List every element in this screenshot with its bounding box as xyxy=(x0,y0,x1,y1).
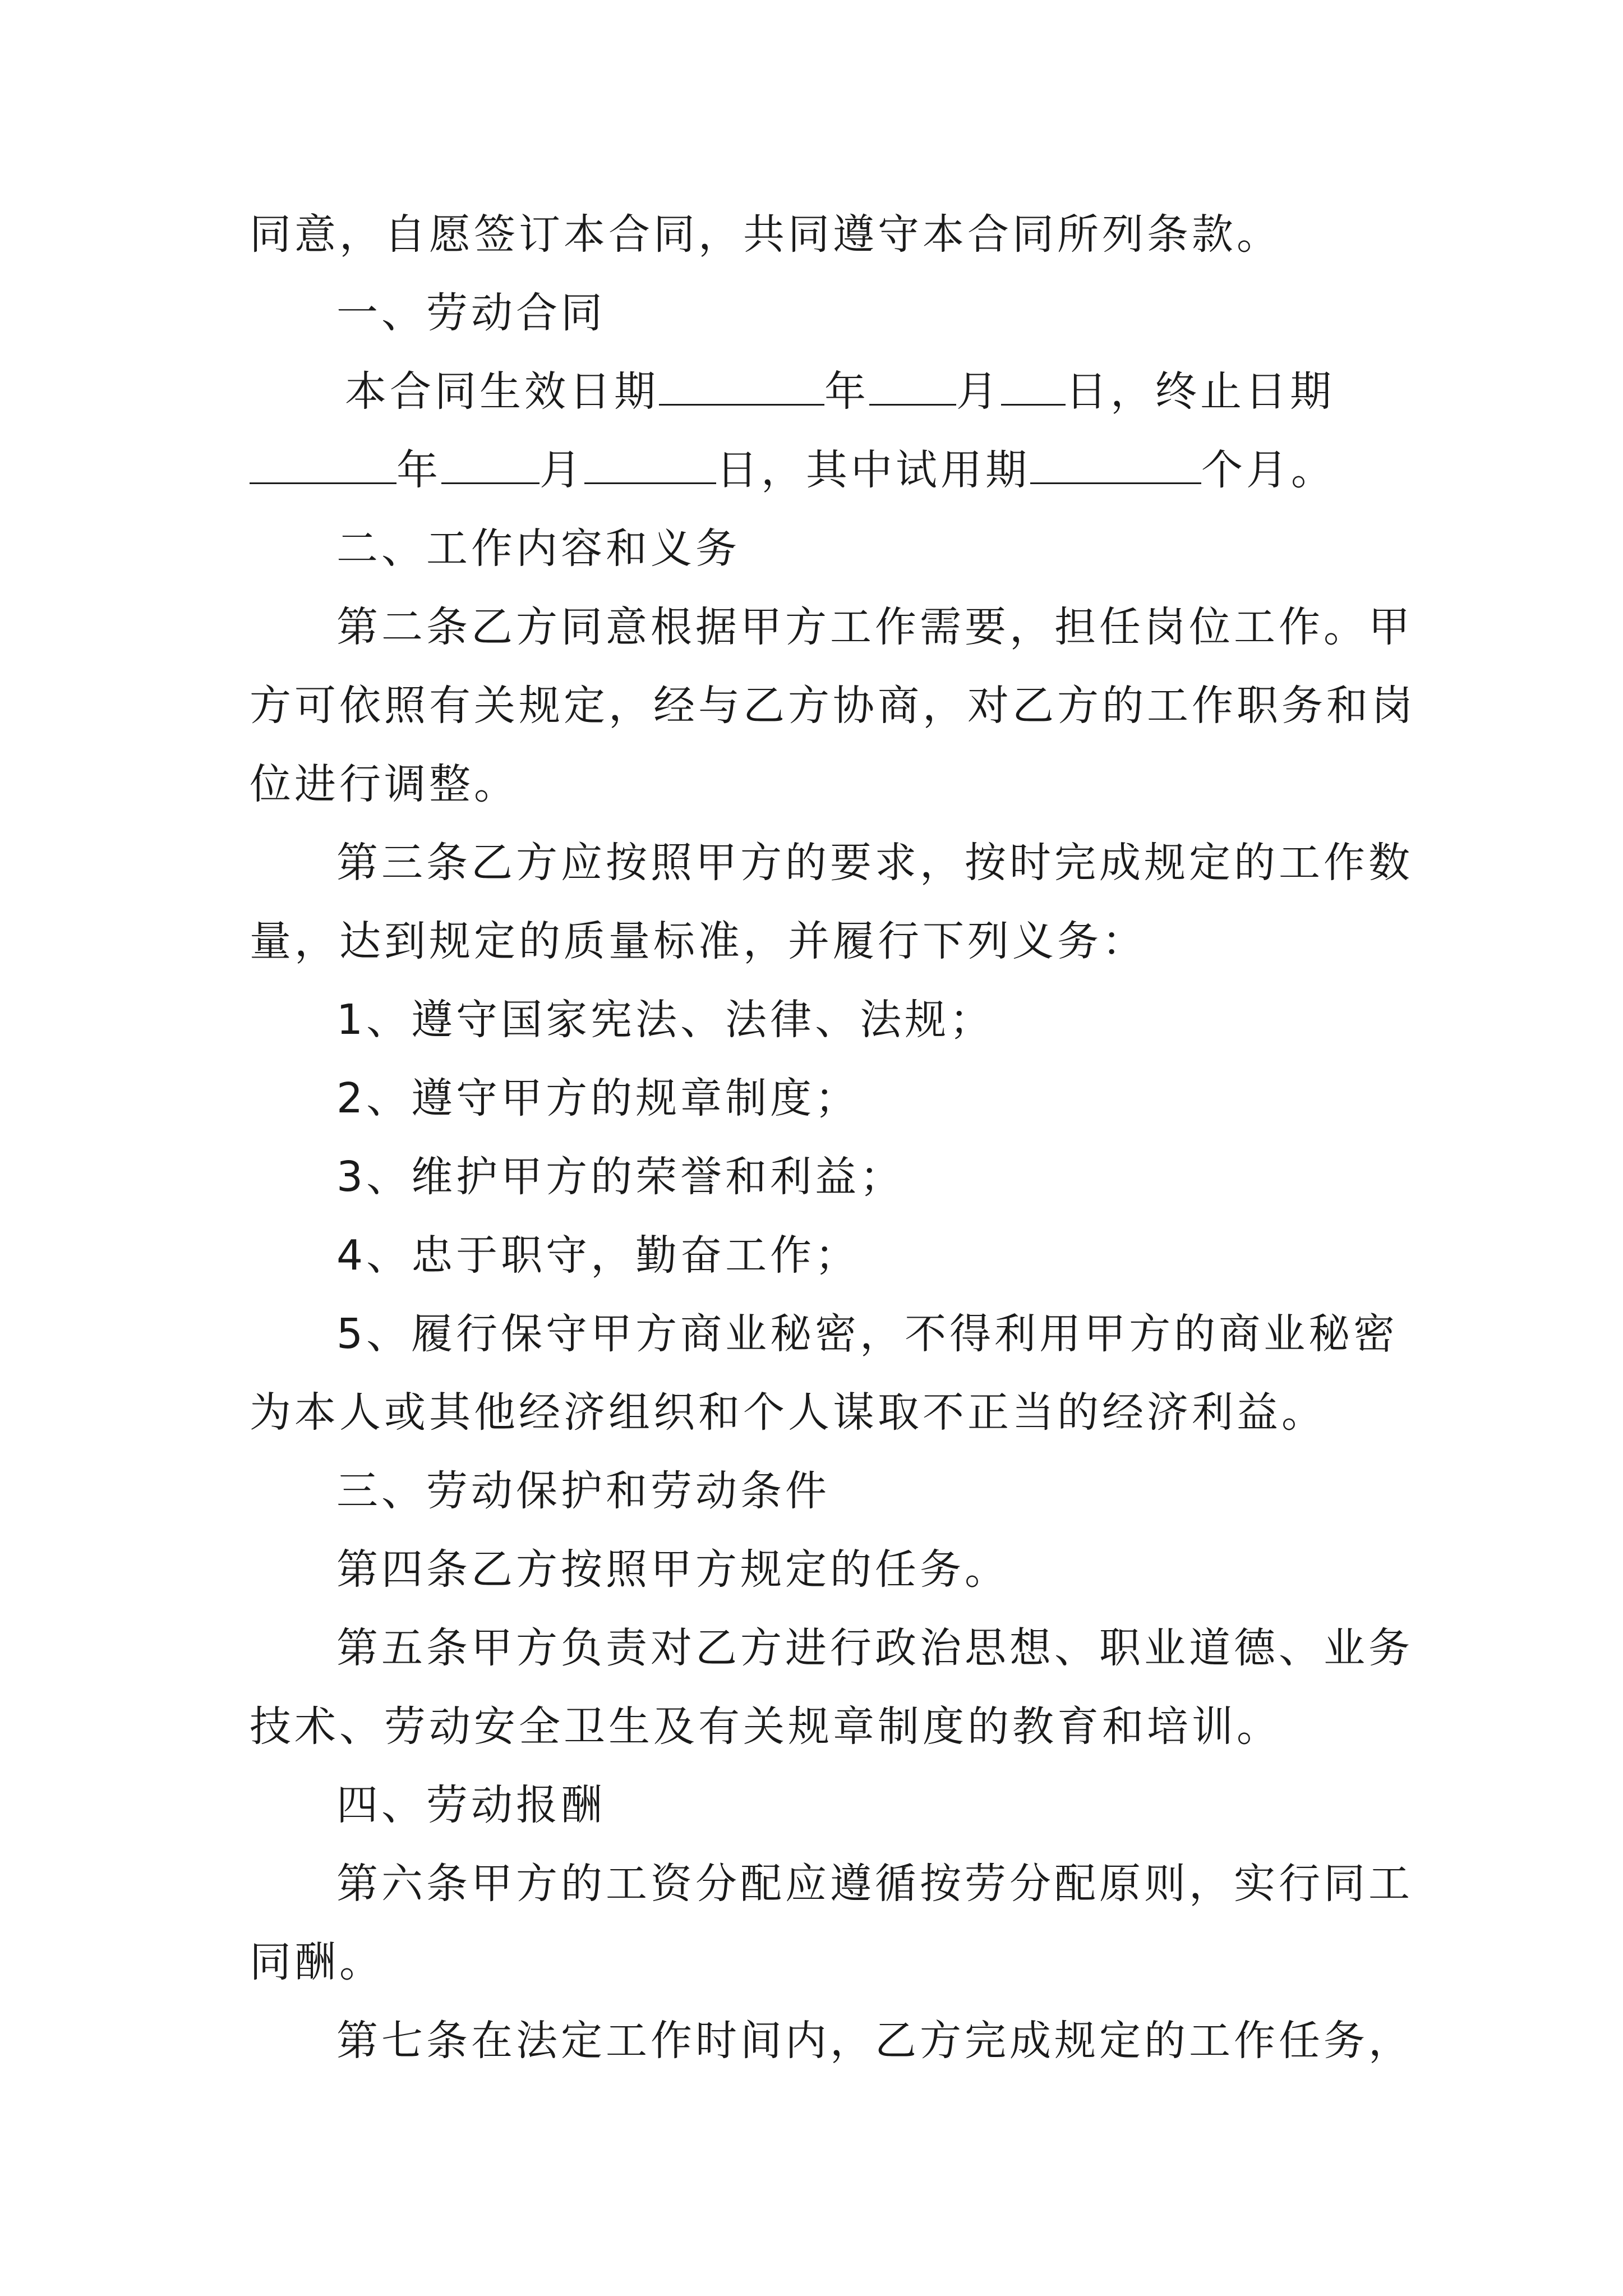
section-heading: 四、劳动报酬 xyxy=(336,1781,606,1829)
list-item: 4、忠于职守，勤奋工作； xyxy=(336,1231,860,1280)
text-line: 第三条乙方应按照甲方的要求，按时完成规定的工作数 xyxy=(336,839,1413,887)
text-line: 为本人或其他经济组织和个人谋取不正当的经济利益。 xyxy=(250,1388,1326,1437)
text-line: 第五条甲方负责对乙方进行政治思想、职业道德、业务 xyxy=(336,1624,1413,1672)
text-line: 位进行调整。 xyxy=(250,760,519,808)
section-heading: 二、工作内容和义务 xyxy=(336,524,740,573)
blank-field xyxy=(250,443,396,484)
text-segment: 个月。 xyxy=(1201,446,1336,494)
text-line: 同酬。 xyxy=(250,1938,384,1986)
effective-date-line xyxy=(345,364,1335,420)
text-segment: 日，终止日期 xyxy=(1066,367,1335,416)
text-line: 同意，自愿签订本合同，共同遵守本合同所列条款。 xyxy=(250,210,1281,259)
text-line: 第六条甲方的工资分配应遵循按劳分配原则，实行同工 xyxy=(336,1860,1413,1908)
text-line: 第二条乙方同意根据甲方工作需要，担任岗位工作。甲 xyxy=(336,603,1413,651)
list-item: 2、遵守甲方的规章制度； xyxy=(336,1074,860,1122)
blank-field xyxy=(1030,443,1201,484)
list-item: 3、维护甲方的荣誉和利益； xyxy=(336,1153,905,1201)
termination-date-line xyxy=(250,442,1336,498)
text-line: 量，达到规定的质量标准，并履行下列义务： xyxy=(250,917,1147,965)
blank-field xyxy=(584,443,716,484)
blank-field xyxy=(1001,365,1066,406)
text-line: 第七条在法定工作时间内，乙方完成规定的工作任务， xyxy=(336,2017,1413,2065)
text-segment: 本合同生效日期 xyxy=(345,367,659,416)
text-segment: 月 xyxy=(956,367,1001,416)
text-segment: 月 xyxy=(540,446,584,494)
text-segment: 年 xyxy=(824,367,869,416)
list-item: 1、遵守国家宪法、法律、法规； xyxy=(336,996,995,1044)
text-line: 第四条乙方按照甲方规定的任务。 xyxy=(336,1545,1009,1594)
list-item: 5、履行保守甲方商业秘密，不得利用甲方的商业秘密 xyxy=(336,1310,1399,1358)
text-segment: 日，其中试用期 xyxy=(716,446,1030,494)
text-line: 技术、劳动安全卫生及有关规章制度的教育和培训。 xyxy=(250,1703,1281,1751)
section-heading: 一、劳动合同 xyxy=(336,289,606,337)
blank-field xyxy=(869,365,956,406)
blank-field xyxy=(659,365,824,406)
section-heading: 三、劳动保护和劳动条件 xyxy=(336,1467,830,1515)
text-line: 方可依照有关规定，经与乙方协商，对乙方的工作职务和岗 xyxy=(250,682,1416,730)
text-segment: 年 xyxy=(396,446,441,494)
blank-field xyxy=(441,443,540,484)
